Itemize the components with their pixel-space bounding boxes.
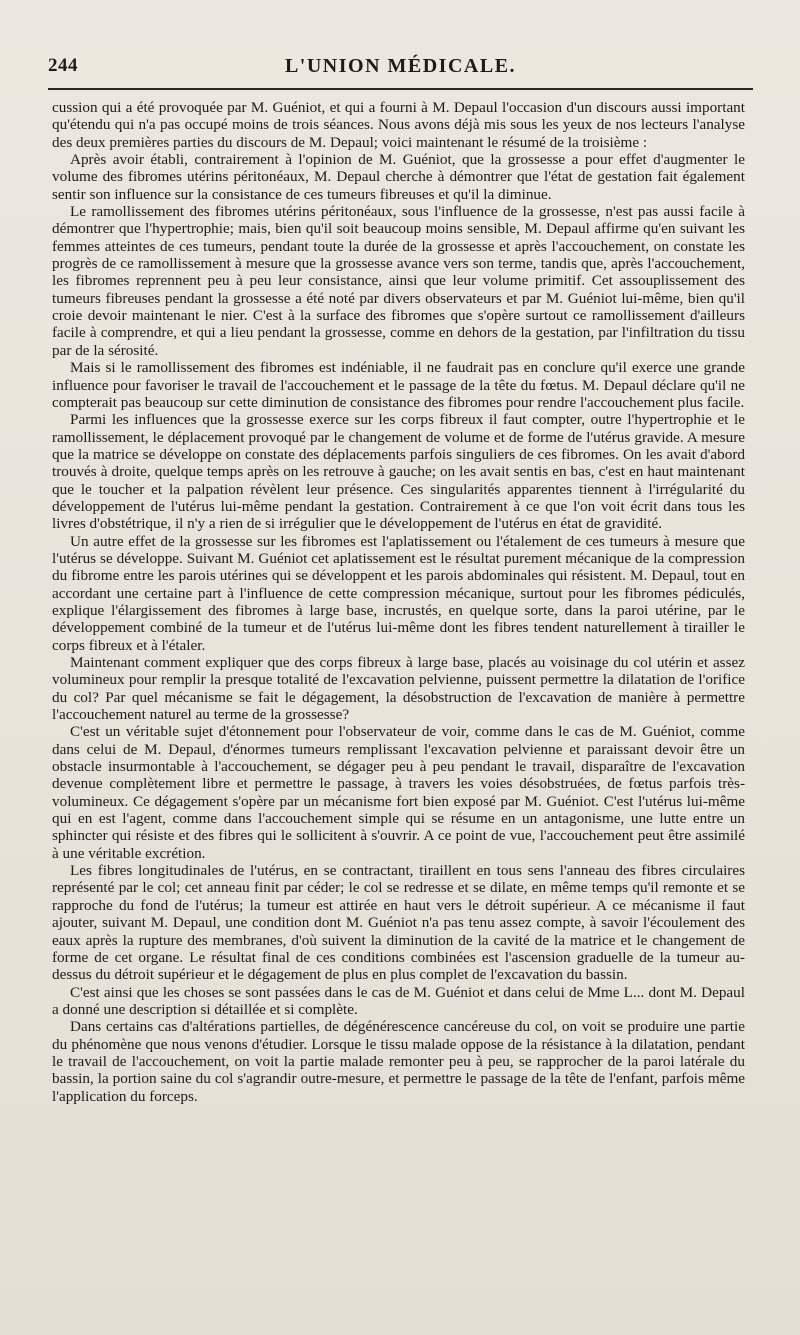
paragraph: Un autre effet de la grossesse sur les fibromes est l'aplatissement ou l'étalement de ces tumeurs à mesure que l'utérus se développe. Suivant M. Guéniot cet aplatissement est le résultat purement mécanique de la compression du fibrome entre les parois utérines qui se développent et les parois abdominales qui résistent. M. Depaul, tout en accordant une certaine part à l'influence de cette compression mécanique, surtout pour les fibromes pédiculés, explique l'élargissement des fibromes à large base, incrustés, en quelque sorte, dans la paroi utérine, par le développement combiné de la tumeur et de l'utérus lui-même dont les fibres tendent naturellement à tirailler le corps fibreux et à l'étaler. [52, 532, 745, 654]
paragraph: C'est un véritable sujet d'étonnement pour l'observateur de voir, comme dans le cas de M. Guéniot, comme dans celui de M. Depaul, d'énormes tumeurs remplissant l'excavation pelvienne et paraissant devoir être un obstacle insurmontable à l'accouchement, se dégager peu à peu pendant le travail, disparaître de l'excavation devenue complètement libre et permettre le passage, à travers les voies désobstruées, de fœtus parfois très-volumineux. Ce dégagement s'opère par un mécanisme fort bien exposé par M. Guéniot. C'est l'utérus lui-même qui en est l'agent, comme dans l'accouchement simple qui se résume en un antagonisme, une lutte entre un sphincter qui résiste et des fibres qui le sollicitent à s'ouvrir. A ce point de vue, l'accouchement peut être assimilé à une véritable excrétion. [52, 723, 745, 862]
running-title: L'UNION MÉDICALE. [284, 55, 517, 77]
paragraph: Parmi les influences que la grossesse exerce sur les corps fibreux il faut compter, outre l'hypertrophie et le ramollissement, le déplacement provoqué par le changement de volume et de forme de l'utérus gravide. A mesure que la matrice se développe on constate des déplacements parfois singuliers de ces fibromes. On les avait d'abord trouvés à droite, quelque temps après on les retrouve à gauche; on les avait sentis en bas, c'est en haut maintenant que le toucher et la palpation révèlent leur présence. Ces singularités apparentes tiennent à l'irrégularité du développement de l'utérus lui-même pendant la gestation. Contrairement à ce que l'on voit écrit dans tous les livres d'obstétrique, il n'y a rien de si irrégulier que le développement de l'utérus en état de gravidité. [52, 411, 745, 533]
paragraph: Après avoir établi, contrairement à l'opinion de M. Guéniot, que la grossesse a pour effet d'augmenter le volume des fibromes utérins péritonéaux, M. Depaul cherche à démontrer que l'état de gestation fait également sentir son influence sur la consistance de ces tumeurs fibreuses et qu'il la diminue. [52, 151, 745, 203]
paragraph: Mais si le ramollissement des fibromes est indéniable, il ne faudrait pas en conclure qu'il exerce une grande influence pour favoriser le travail de l'accouchement et le passage de la tête du fœtus. M. Depaul déclare qu'il ne compterait pas beaucoup sur cette diminution de consistance des fibromes pour rendre l'accouchement plus facile. [52, 359, 745, 411]
paragraph: Maintenant comment expliquer que des corps fibreux à large base, placés au voisinage du col utérin et assez volumineux pour remplir la presque totalité de l'excavation pelvienne, puissent permettre la dilatation de l'orifice du col? Par quel mécanisme se fait le dégagement, la désobstruction de l'excavation de manière à permettre l'accouchement naturel au terme de la grossesse? [52, 654, 745, 724]
article-body [52, 99, 745, 1105]
paragraph: cussion qui a été provoquée par M. Guéniot, et qui a fourni à M. Depaul l'occasion d'un discours aussi important qu'étendu qui n'a pas occupé moins de trois séances. Nous avons déjà mis sous les yeux de nos lecteurs l'analyse des deux premières parties du discours de M. Depaul; voici maintenant le résumé de la troisième : [52, 99, 745, 151]
paragraph: Le ramollissement des fibromes utérins péritonéaux, sous l'influence de la grossesse, n'est pas aussi facile à démontrer que l'hypertrophie; mais, bien qu'il soit beaucoup moins sensible, M. Depaul affirme qu'en suivant les femmes atteintes de ces tumeurs, pendant toute la durée de la grossesse et après l'accouchement, on constate les progrès de ce ramollissement à mesure que la grossesse avance vers son terme, tandis que, après l'accouchement, les fibromes reprennent peu à peu leur consistance, ainsi que leur volume primitif. Cet assouplissement des tumeurs fibreuses pendant la grossesse a été noté par divers observateurs et par M. Guéniot lui-même, bien qu'il croie devoir maintenant le nier. C'est à la surface des fibromes que s'opère surtout ce ramollissement d'ailleurs facile à comprendre, et qui a lieu pendant la grossesse, comme en dehors de la gestation, par l'infiltration du tissu par de la sérosité. [52, 203, 745, 359]
page-number: 244 [48, 55, 78, 76]
paragraph: C'est ainsi que les choses se sont passées dans le cas de M. Guéniot et dans celui de Mme L... dont M. Depaul a donné une description si détaillée et si complète. [52, 983, 745, 1018]
paragraph: Dans certains cas d'altérations partielles, de dégénérescence cancéreuse du col, on voit se produire une partie du phénomène que nous venons d'étudier. Lorsque le tissu malade oppose de la résistance à la dilatation, pendant le travail de l'accouchement, on voit la partie malade remonter peu à peu, se rapprocher de la paroi latérale du bassin, la portion saine du col s'agrandir outre-mesure, et permettre le passage de la tête de l'enfant, parfois même l'application du forceps. [52, 1018, 745, 1105]
header-rule [48, 88, 753, 90]
page-header [48, 55, 753, 85]
paragraph: Les fibres longitudinales de l'utérus, en se contractant, tiraillent en tous sens l'anneau des fibres circulaires représenté par le col; cet anneau finit par céder; le col se redresse et se dilate, en même temps qu'il remonte et se rapproche du fond de l'utérus; la tumeur est attirée en haut vers le détroit supérieur. A ce mécanisme il faut ajouter, suivant M. Depaul, une condition dont M. Guéniot n'a pas tenu assez compte, à savoir l'écoulement des eaux après la rupture des membranes, d'où suivent la diminution de la cavité de la matrice et le changement de forme de cet organe. Le résultat final de ces conditions combinées est l'ascension graduelle de la tumeur au-dessus du détroit supérieur et le dégagement de plus en plus complet de l'excavation du bassin. [52, 862, 745, 984]
